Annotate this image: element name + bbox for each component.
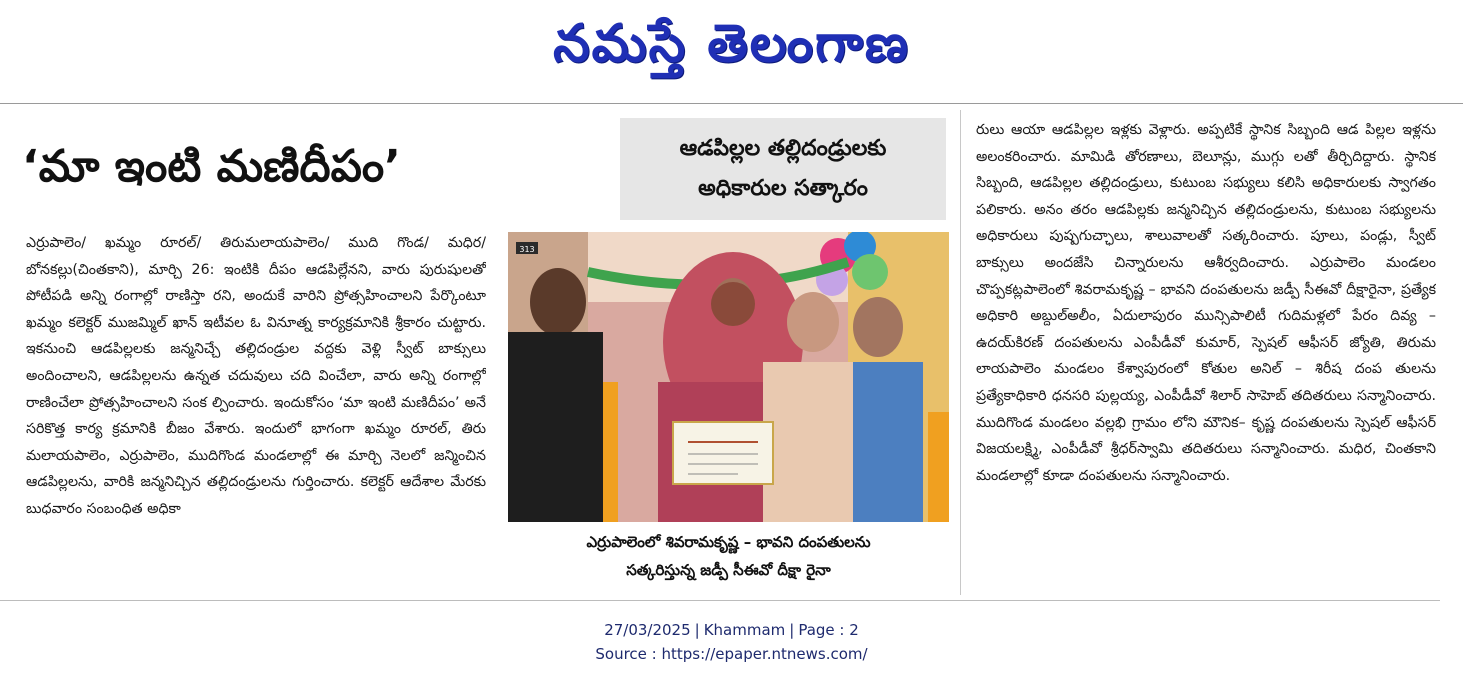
page-footer — [0, 618, 1463, 666]
masthead — [0, 0, 1463, 100]
article-body-right-column: రులు ఆయా ఆడపిల్లల ఇళ్లకు వెళ్లారు. అప్పటికే స్థానిక సిబ్బంది ఆడ పిల్లల ఇళ్లను అలంకరించారు. మామిడి తోరణాలు, బెలూన్లు, ముగ్గు లతో తీర్చిదిద్దారు. స్థానిక సిబ్బంది, ఆడపిల్లల తల్లిదండ్రులు, కుటుంబ సభ్యులు కలిసి అధికారులకు స్వాగతం పలికారు. అనం తరం ఆడపిల్లకు జన్మనిచ్చిన తల్లిదండ్రులను, కుటుంబ సభ్యులను అధికారులు పుష్పగుచ్ఛాలు, శాలువాలతో సత్కరించారు. పూలు, పండ్లు, స్వీట్ బాక్సులు అందజేసి చిన్నారులను ఆశీర్వదించారు. ఎర్రుపాలెం మండలం చొప్పకట్లపాలెంలో శివరామకృష్ణ – భావని దంపతులను జడ్పీ సీఈవో దీక్షారైనా, ప్రత్యేక అధికారి అబ్దుల్‌అలీం, ఏదులాపురం మున్సిపాలిటీ గుదిమళ్లలో పేరం దివ్య – ఉదయ్‌కిరణ్ దంపతులను ఎంపీడీవో కుమార్, స్పెషల్ ఆఫీసర్ జ్యోతి, తిరుమ లాయపాలెం మండలం కేశ్వాపురంలో కోతుల అనిల్ – శిరీష దంప తులను ప్రత్యేకాధికారి ధనసరి పుల్లయ్య, ఎంపీడీవో శిలార్ సాహెబ్ తదితరులు సన్మానించారు. ముదిగొండ మండలం వల్లభి గ్రామం లోని మౌనిక– కృష్ణ దంపతులను స్పెషల్ ఆఫీసర్ విజయలక్ష్మి, ఎంపీడీవో శ్రీధర్‌స్వామి తదితరులు సన్మానించారు. మధిర, చింతకాని మండలాల్లో కూడా దంపతులను సన్మానించారు. — [976, 122, 1436, 484]
footer-source[interactable]: Source : https://epaper.ntnews.com/ — [595, 645, 868, 663]
room-number-label: 313 — [519, 245, 535, 254]
column-divider — [960, 110, 961, 595]
newspaper-title: నమస్తే తెలంగాణ — [553, 13, 910, 74]
article-photo — [508, 232, 949, 522]
footer-edition: Khammam — [703, 621, 786, 639]
caption-line: ఎర్రుపాలెంలో శివరామకృష్ణ – భావని దంపతులను — [586, 533, 871, 551]
masthead-rule — [0, 103, 1463, 104]
footer-edition-line: 27/03/2025 | Khammam | Page : 2 — [604, 621, 859, 639]
article-body-left-column: ఎర్రుపాలెం/ ఖమ్మం రూరల్/ తిరుమలాయపాలెం/ ముది గొండ/ మధిర/ బోనకల్లు(చింతకాని), మార్చి 26: ఇంటికి దీపం ఆడపిల్లేనని, వారు పురుషులతో పోటీపడి అన్ని రంగాల్లో రాణిస్తా రని, అందుకే వారిని ప్రోత్సహించాలని పేర్కొంటూ ఖమ్మం కలెక్టర్ ముజమ్మిల్ ఖాన్ ఇటీవల ఓ వినూత్న కార్యక్రమానికి శ్రీకారం చుట్టారు. ఇకనుంచి ఆడపిల్లలకు జన్మనిచ్చే తల్లిదండ్రుల వద్దకు వెళ్లి స్వీట్ బాక్సులు అందించాలని, ఆడపిల్లలను ఉన్నత చదువులు చది వించేలా, వారు అన్ని రంగాల్లో రాణించేలా ప్రోత్సహించాలని సంక ల్పించారు. ఇందుకోసం ‘మా ఇంటి మణిదీపం’ అనే సరికొత్త కార్య క్రమానికి బీజం వేశారు. ఇందులో భాగంగా ఖమ్మం రూరల్, తిరు మలాయపాలెం, ఎర్రుపాలెం, ముదిగొండ మండలాల్లో ఈ మార్చి నెలలో జన్మించిన ఆడపిల్లలను, వారికి జన్మనిచ్చిన తల్లిదండ్రులను గుర్తించారు. కలెక్టర్ ఆదేశాల మేరకు బుధవారం సంబంధిత అధికా — [26, 235, 486, 517]
subhead-line: అధికారుల సత్కారం — [698, 176, 868, 201]
photo-caption — [508, 528, 949, 584]
subhead-line: ఆడపిల్లల తల్లిదండ్రులకు — [679, 136, 887, 161]
footer-rule — [0, 600, 1440, 601]
caption-line: సత్కరిస్తున్న జడ్పీ సీఈవో దీక్షా రైనా — [626, 561, 831, 579]
felicitation-photo-illustration — [508, 232, 949, 522]
article-headline: ‘మా ఇంటి మణిదీపం’ — [22, 141, 401, 192]
footer-page: Page : 2 — [798, 621, 859, 639]
footer-date: 27/03/2025 — [604, 621, 691, 639]
article-subhead — [620, 118, 946, 220]
